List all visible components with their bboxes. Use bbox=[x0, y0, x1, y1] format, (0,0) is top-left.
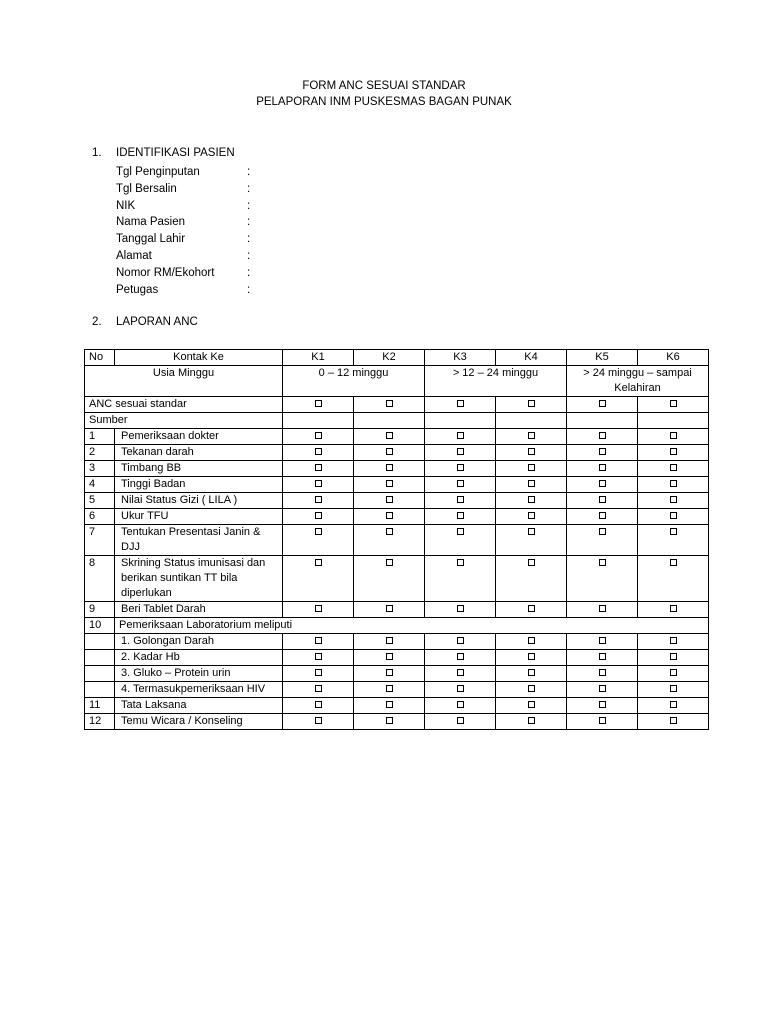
field-tgl-penginputan[interactable] bbox=[116, 164, 257, 181]
checkbox-cell[interactable] bbox=[283, 602, 354, 618]
checkbox-icon[interactable] bbox=[457, 717, 464, 724]
row-label: Beri Tablet Darah bbox=[115, 602, 283, 618]
field-nama-pasien[interactable] bbox=[116, 214, 257, 231]
checkbox-cell[interactable] bbox=[567, 509, 638, 525]
field-label: Petugas bbox=[116, 283, 159, 296]
checkbox-cell[interactable] bbox=[283, 493, 354, 509]
checkbox-cell[interactable] bbox=[283, 477, 354, 493]
checkbox-icon[interactable] bbox=[386, 605, 393, 612]
checkbox-icon[interactable] bbox=[599, 400, 606, 407]
checkbox-cell[interactable] bbox=[496, 634, 567, 650]
lab-sub-row bbox=[85, 650, 709, 666]
field-alamat[interactable] bbox=[116, 248, 257, 265]
table-row bbox=[85, 429, 709, 445]
table-row bbox=[85, 556, 709, 602]
checkbox-cell[interactable] bbox=[496, 429, 567, 445]
section-title: IDENTIFIKASI PASIEN bbox=[116, 147, 235, 159]
checkbox-icon[interactable] bbox=[670, 701, 677, 708]
table-row bbox=[85, 714, 709, 730]
section-title: LAPORAN ANC bbox=[116, 316, 198, 328]
checkbox-cell[interactable] bbox=[354, 650, 425, 666]
checkbox-icon[interactable] bbox=[670, 448, 677, 455]
field-nomor-rm[interactable] bbox=[116, 265, 257, 282]
patient-fields bbox=[116, 164, 257, 298]
checkbox-cell[interactable] bbox=[425, 493, 496, 509]
checkbox-icon[interactable] bbox=[528, 717, 535, 724]
checkbox-icon[interactable] bbox=[528, 432, 535, 439]
row-label: Pemeriksaan dokter bbox=[115, 429, 283, 445]
form-title: FORM ANC SESUAI STANDAR bbox=[302, 80, 466, 92]
checkbox-icon[interactable] bbox=[528, 480, 535, 487]
checkbox-icon[interactable] bbox=[670, 653, 677, 660]
checkbox-cell[interactable] bbox=[496, 650, 567, 666]
checkbox-icon[interactable] bbox=[670, 605, 677, 612]
checkbox-icon[interactable] bbox=[670, 559, 677, 566]
field-label: Tgl Penginputan bbox=[116, 166, 200, 178]
checkbox-icon[interactable] bbox=[670, 637, 677, 644]
checkbox-icon[interactable] bbox=[528, 653, 535, 660]
row-number: 6 bbox=[85, 509, 115, 525]
checkbox-icon[interactable] bbox=[599, 464, 606, 471]
table-row bbox=[85, 445, 709, 461]
checkbox-icon[interactable] bbox=[315, 701, 322, 708]
checkbox-icon[interactable] bbox=[457, 605, 464, 612]
checkbox-icon[interactable] bbox=[386, 637, 393, 644]
checkbox-icon[interactable] bbox=[670, 512, 677, 519]
checkbox-cell[interactable] bbox=[425, 682, 496, 698]
row-label: 4. Termasukpemeriksaan HIV bbox=[115, 682, 283, 698]
checkbox-cell[interactable] bbox=[567, 397, 638, 413]
checkbox-cell[interactable] bbox=[496, 682, 567, 698]
checkbox-icon[interactable] bbox=[528, 559, 535, 566]
checkbox-icon[interactable] bbox=[457, 701, 464, 708]
checkbox-icon[interactable] bbox=[457, 637, 464, 644]
row-label: Skrining Status imunisasi dan berikan suntikan TT bila diperlukan bbox=[115, 556, 283, 602]
checkbox-icon[interactable] bbox=[315, 448, 322, 455]
checkbox-cell[interactable] bbox=[638, 429, 709, 445]
checkbox-cell[interactable] bbox=[496, 461, 567, 477]
checkbox-cell[interactable] bbox=[425, 509, 496, 525]
checkbox-icon[interactable] bbox=[315, 432, 322, 439]
checkbox-cell[interactable] bbox=[283, 556, 354, 602]
checkbox-cell[interactable] bbox=[496, 698, 567, 714]
table-row bbox=[85, 509, 709, 525]
row-number: 5 bbox=[85, 493, 115, 509]
form-subtitle: PELAPORAN INM PUSKESMAS BAGAN PUNAK bbox=[256, 96, 512, 108]
field-colon: : bbox=[247, 283, 251, 296]
checkbox-cell[interactable] bbox=[283, 682, 354, 698]
checkbox-icon[interactable] bbox=[528, 496, 535, 503]
row-label: 1. Golongan Darah bbox=[115, 634, 283, 650]
checkbox-cell[interactable] bbox=[354, 714, 425, 730]
row-label: 3. Gluko – Protein urin bbox=[115, 666, 283, 682]
header-no: No bbox=[85, 350, 115, 366]
checkbox-icon[interactable] bbox=[457, 528, 464, 535]
checkbox-icon[interactable] bbox=[599, 605, 606, 612]
checkbox-cell[interactable] bbox=[425, 714, 496, 730]
checkbox-cell[interactable] bbox=[638, 509, 709, 525]
section-number: 2. bbox=[92, 316, 102, 328]
checkbox-cell[interactable] bbox=[425, 634, 496, 650]
checkbox-icon[interactable] bbox=[315, 605, 322, 612]
header-visit-k2: K2 bbox=[354, 350, 425, 366]
checkbox-icon[interactable] bbox=[528, 701, 535, 708]
checkbox-cell[interactable] bbox=[354, 666, 425, 682]
checkbox-cell[interactable] bbox=[567, 493, 638, 509]
checkbox-icon[interactable] bbox=[457, 496, 464, 503]
anc-standar-row bbox=[85, 397, 709, 413]
checkbox-icon[interactable] bbox=[457, 448, 464, 455]
checkbox-icon[interactable] bbox=[315, 464, 322, 471]
lab-row bbox=[85, 618, 709, 634]
row-number: 2 bbox=[85, 445, 115, 461]
header-visit-k3: K3 bbox=[425, 350, 496, 366]
checkbox-icon[interactable] bbox=[599, 528, 606, 535]
section-number: 1. bbox=[92, 147, 102, 159]
checkbox-cell[interactable] bbox=[425, 525, 496, 556]
checkbox-cell[interactable] bbox=[638, 445, 709, 461]
checkbox-cell[interactable] bbox=[354, 556, 425, 602]
checkbox-icon[interactable] bbox=[528, 637, 535, 644]
checkbox-cell[interactable] bbox=[354, 445, 425, 461]
table-row bbox=[85, 493, 709, 509]
table-row bbox=[85, 525, 709, 556]
row-number: 4 bbox=[85, 477, 115, 493]
field-label: Nomor RM/Ekohort bbox=[116, 266, 215, 279]
checkbox-icon[interactable] bbox=[386, 559, 393, 566]
checkbox-icon[interactable] bbox=[315, 480, 322, 487]
checkbox-icon[interactable] bbox=[457, 480, 464, 487]
header-visit-k6: K6 bbox=[638, 350, 709, 366]
checkbox-cell[interactable] bbox=[638, 477, 709, 493]
checkbox-icon[interactable] bbox=[386, 400, 393, 407]
checkbox-cell[interactable] bbox=[283, 714, 354, 730]
checkbox-icon[interactable] bbox=[670, 464, 677, 471]
checkbox-cell[interactable] bbox=[638, 525, 709, 556]
usia-row bbox=[85, 366, 709, 397]
checkbox-cell[interactable] bbox=[354, 397, 425, 413]
row-label: 2. Kadar Hb bbox=[115, 650, 283, 666]
checkbox-cell[interactable] bbox=[425, 397, 496, 413]
section-laporan-heading bbox=[92, 316, 198, 328]
checkbox-icon[interactable] bbox=[528, 512, 535, 519]
checkbox-cell[interactable] bbox=[567, 477, 638, 493]
table-row bbox=[85, 461, 709, 477]
checkbox-cell[interactable] bbox=[567, 682, 638, 698]
checkbox-cell[interactable] bbox=[425, 477, 496, 493]
field-tanggal-lahir[interactable] bbox=[116, 231, 257, 248]
checkbox-cell[interactable] bbox=[567, 698, 638, 714]
checkbox-cell[interactable] bbox=[354, 634, 425, 650]
sumber-row bbox=[85, 413, 709, 429]
field-colon: : bbox=[247, 199, 251, 212]
lab-sub-row bbox=[85, 666, 709, 682]
header-kontak: Kontak Ke bbox=[115, 350, 283, 366]
field-label: Tanggal Lahir bbox=[116, 233, 186, 246]
row-label: Tentukan Presentasi Janin & DJJ bbox=[115, 525, 283, 556]
checkbox-icon[interactable] bbox=[599, 432, 606, 439]
checkbox-icon[interactable] bbox=[528, 605, 535, 612]
checkbox-cell[interactable] bbox=[567, 429, 638, 445]
checkbox-icon[interactable] bbox=[386, 528, 393, 535]
checkbox-icon[interactable] bbox=[670, 685, 677, 692]
checkbox-icon[interactable] bbox=[599, 701, 606, 708]
checkbox-icon[interactable] bbox=[670, 432, 677, 439]
field-colon: : bbox=[247, 249, 251, 262]
checkbox-cell[interactable] bbox=[638, 493, 709, 509]
field-colon: : bbox=[247, 233, 251, 246]
checkbox-cell[interactable] bbox=[425, 698, 496, 714]
checkbox-icon[interactable] bbox=[457, 512, 464, 519]
anc-standar-label: ANC sesuai standar bbox=[85, 397, 283, 413]
lab-sub-row bbox=[85, 682, 709, 698]
checkbox-icon[interactable] bbox=[386, 701, 393, 708]
checkbox-cell[interactable] bbox=[425, 556, 496, 602]
checkbox-icon[interactable] bbox=[670, 496, 677, 503]
checkbox-icon[interactable] bbox=[599, 448, 606, 455]
checkbox-icon[interactable] bbox=[386, 464, 393, 471]
row-label: Ukur TFU bbox=[115, 509, 283, 525]
anc-report-table bbox=[84, 349, 709, 730]
checkbox-cell[interactable] bbox=[425, 666, 496, 682]
checkbox-icon[interactable] bbox=[315, 400, 322, 407]
checkbox-icon[interactable] bbox=[457, 400, 464, 407]
field-colon: : bbox=[247, 216, 251, 229]
checkbox-cell[interactable] bbox=[354, 698, 425, 714]
checkbox-cell[interactable] bbox=[638, 714, 709, 730]
checkbox-cell[interactable] bbox=[567, 445, 638, 461]
row-label: Timbang BB bbox=[115, 461, 283, 477]
checkbox-icon[interactable] bbox=[599, 512, 606, 519]
usia-range-3: > 24 minggu – sampai Kelahiran bbox=[567, 366, 709, 397]
checkbox-cell[interactable] bbox=[425, 602, 496, 618]
checkbox-cell[interactable] bbox=[638, 461, 709, 477]
checkbox-icon[interactable] bbox=[386, 717, 393, 724]
field-petugas[interactable] bbox=[116, 282, 257, 299]
section-identifikasi-heading bbox=[92, 147, 235, 159]
checkbox-icon[interactable] bbox=[315, 637, 322, 644]
row-number: 3 bbox=[85, 461, 115, 477]
checkbox-icon[interactable] bbox=[315, 685, 322, 692]
row-label: Nilai Status Gizi ( LILA ) bbox=[115, 493, 283, 509]
checkbox-icon[interactable] bbox=[457, 685, 464, 692]
checkbox-icon[interactable] bbox=[315, 559, 322, 566]
checkbox-icon[interactable] bbox=[457, 464, 464, 471]
checkbox-icon[interactable] bbox=[528, 528, 535, 535]
table-row bbox=[85, 602, 709, 618]
checkbox-icon[interactable] bbox=[315, 496, 322, 503]
field-nik[interactable] bbox=[116, 198, 257, 215]
checkbox-icon[interactable] bbox=[457, 653, 464, 660]
checkbox-cell[interactable] bbox=[283, 429, 354, 445]
checkbox-icon[interactable] bbox=[315, 653, 322, 660]
header-visit-k1: K1 bbox=[283, 350, 354, 366]
checkbox-cell[interactable] bbox=[425, 650, 496, 666]
row-label: Tinggi Badan bbox=[115, 477, 283, 493]
checkbox-icon[interactable] bbox=[528, 400, 535, 407]
row-label: Temu Wicara / Konseling bbox=[115, 714, 283, 730]
checkbox-cell[interactable] bbox=[567, 556, 638, 602]
checkbox-icon[interactable] bbox=[528, 685, 535, 692]
checkbox-cell[interactable] bbox=[496, 525, 567, 556]
table-row bbox=[85, 698, 709, 714]
checkbox-cell[interactable] bbox=[354, 477, 425, 493]
checkbox-cell[interactable] bbox=[283, 650, 354, 666]
checkbox-icon[interactable] bbox=[528, 669, 535, 676]
checkbox-cell[interactable] bbox=[283, 666, 354, 682]
row-number: 10 bbox=[85, 618, 115, 634]
checkbox-icon[interactable] bbox=[386, 512, 393, 519]
checkbox-icon[interactable] bbox=[315, 669, 322, 676]
field-colon: : bbox=[247, 166, 251, 178]
checkbox-icon[interactable] bbox=[386, 669, 393, 676]
checkbox-icon[interactable] bbox=[386, 432, 393, 439]
checkbox-cell[interactable] bbox=[283, 509, 354, 525]
checkbox-icon[interactable] bbox=[599, 653, 606, 660]
checkbox-cell[interactable] bbox=[496, 556, 567, 602]
checkbox-icon[interactable] bbox=[599, 685, 606, 692]
checkbox-icon[interactable] bbox=[457, 669, 464, 676]
checkbox-cell[interactable] bbox=[354, 461, 425, 477]
checkbox-cell[interactable] bbox=[283, 634, 354, 650]
field-label: NIK bbox=[116, 199, 136, 212]
field-label: Nama Pasien bbox=[116, 216, 186, 229]
checkbox-cell[interactable] bbox=[567, 634, 638, 650]
checkbox-cell[interactable] bbox=[354, 493, 425, 509]
table-header-row bbox=[85, 350, 709, 366]
checkbox-cell[interactable] bbox=[354, 509, 425, 525]
checkbox-icon[interactable] bbox=[528, 448, 535, 455]
checkbox-icon[interactable] bbox=[599, 480, 606, 487]
checkbox-icon[interactable] bbox=[315, 512, 322, 519]
checkbox-icon[interactable] bbox=[386, 496, 393, 503]
checkbox-cell[interactable] bbox=[283, 461, 354, 477]
usia-range-1: 0 – 12 minggu bbox=[283, 366, 425, 397]
field-label: Alamat bbox=[116, 249, 152, 262]
field-colon: : bbox=[247, 266, 251, 279]
usia-label: Usia Minggu bbox=[85, 366, 283, 397]
checkbox-icon[interactable] bbox=[599, 717, 606, 724]
row-number: 9 bbox=[85, 602, 115, 618]
field-tgl-bersalin[interactable] bbox=[116, 181, 257, 198]
table-row bbox=[85, 477, 709, 493]
checkbox-cell[interactable] bbox=[496, 602, 567, 618]
checkbox-icon[interactable] bbox=[599, 559, 606, 566]
header-visit-k5: K5 bbox=[567, 350, 638, 366]
checkbox-cell[interactable] bbox=[425, 429, 496, 445]
checkbox-icon[interactable] bbox=[457, 559, 464, 566]
checkbox-cell[interactable] bbox=[638, 397, 709, 413]
lab-label: Pemeriksaan Laboratorium meliputi bbox=[115, 618, 709, 634]
checkbox-cell[interactable] bbox=[496, 397, 567, 413]
checkbox-cell[interactable] bbox=[354, 602, 425, 618]
checkbox-cell[interactable] bbox=[283, 525, 354, 556]
checkbox-icon[interactable] bbox=[315, 528, 322, 535]
usia-range-2: > 12 – 24 minggu bbox=[425, 366, 567, 397]
checkbox-cell[interactable] bbox=[567, 666, 638, 682]
checkbox-cell[interactable] bbox=[638, 682, 709, 698]
checkbox-cell[interactable] bbox=[638, 666, 709, 682]
checkbox-cell[interactable] bbox=[567, 650, 638, 666]
checkbox-icon[interactable] bbox=[599, 496, 606, 503]
checkbox-cell[interactable] bbox=[638, 556, 709, 602]
checkbox-cell[interactable] bbox=[354, 682, 425, 698]
checkbox-cell[interactable] bbox=[283, 698, 354, 714]
checkbox-icon[interactable] bbox=[386, 480, 393, 487]
checkbox-icon[interactable] bbox=[386, 685, 393, 692]
checkbox-icon[interactable] bbox=[315, 717, 322, 724]
checkbox-cell[interactable] bbox=[496, 714, 567, 730]
header-visit-k4: K4 bbox=[496, 350, 567, 366]
checkbox-cell[interactable] bbox=[496, 509, 567, 525]
row-label: Tekanan darah bbox=[115, 445, 283, 461]
row-number: 11 bbox=[85, 698, 115, 714]
checkbox-cell[interactable] bbox=[638, 698, 709, 714]
row-number: 1 bbox=[85, 429, 115, 445]
checkbox-cell[interactable] bbox=[638, 634, 709, 650]
checkbox-cell[interactable] bbox=[496, 666, 567, 682]
checkbox-cell[interactable] bbox=[354, 525, 425, 556]
checkbox-cell[interactable] bbox=[567, 714, 638, 730]
checkbox-cell[interactable] bbox=[496, 477, 567, 493]
checkbox-icon[interactable] bbox=[386, 653, 393, 660]
sumber-label: Sumber bbox=[85, 413, 283, 429]
checkbox-icon[interactable] bbox=[670, 717, 677, 724]
checkbox-cell[interactable] bbox=[283, 397, 354, 413]
checkbox-icon[interactable] bbox=[599, 669, 606, 676]
row-number: 12 bbox=[85, 714, 115, 730]
checkbox-icon[interactable] bbox=[599, 637, 606, 644]
checkbox-cell[interactable] bbox=[638, 650, 709, 666]
checkbox-icon[interactable] bbox=[670, 480, 677, 487]
checkbox-icon[interactable] bbox=[670, 528, 677, 535]
checkbox-cell[interactable] bbox=[567, 461, 638, 477]
checkbox-icon[interactable] bbox=[528, 464, 535, 471]
row-number: 8 bbox=[85, 556, 115, 602]
lab-sub-row bbox=[85, 634, 709, 650]
checkbox-icon[interactable] bbox=[670, 669, 677, 676]
field-colon: : bbox=[247, 182, 251, 195]
checkbox-icon[interactable] bbox=[457, 432, 464, 439]
checkbox-cell[interactable] bbox=[638, 602, 709, 618]
row-label: Tata Laksana bbox=[115, 698, 283, 714]
checkbox-cell[interactable] bbox=[567, 525, 638, 556]
checkbox-cell[interactable] bbox=[354, 429, 425, 445]
checkbox-cell[interactable] bbox=[496, 493, 567, 509]
checkbox-cell[interactable] bbox=[283, 445, 354, 461]
checkbox-icon[interactable] bbox=[386, 448, 393, 455]
checkbox-cell[interactable] bbox=[425, 445, 496, 461]
checkbox-cell[interactable] bbox=[425, 461, 496, 477]
checkbox-cell[interactable] bbox=[496, 445, 567, 461]
checkbox-cell[interactable] bbox=[567, 602, 638, 618]
field-label: Tgl Bersalin bbox=[116, 182, 177, 195]
checkbox-icon[interactable] bbox=[670, 400, 677, 407]
row-number: 7 bbox=[85, 525, 115, 556]
